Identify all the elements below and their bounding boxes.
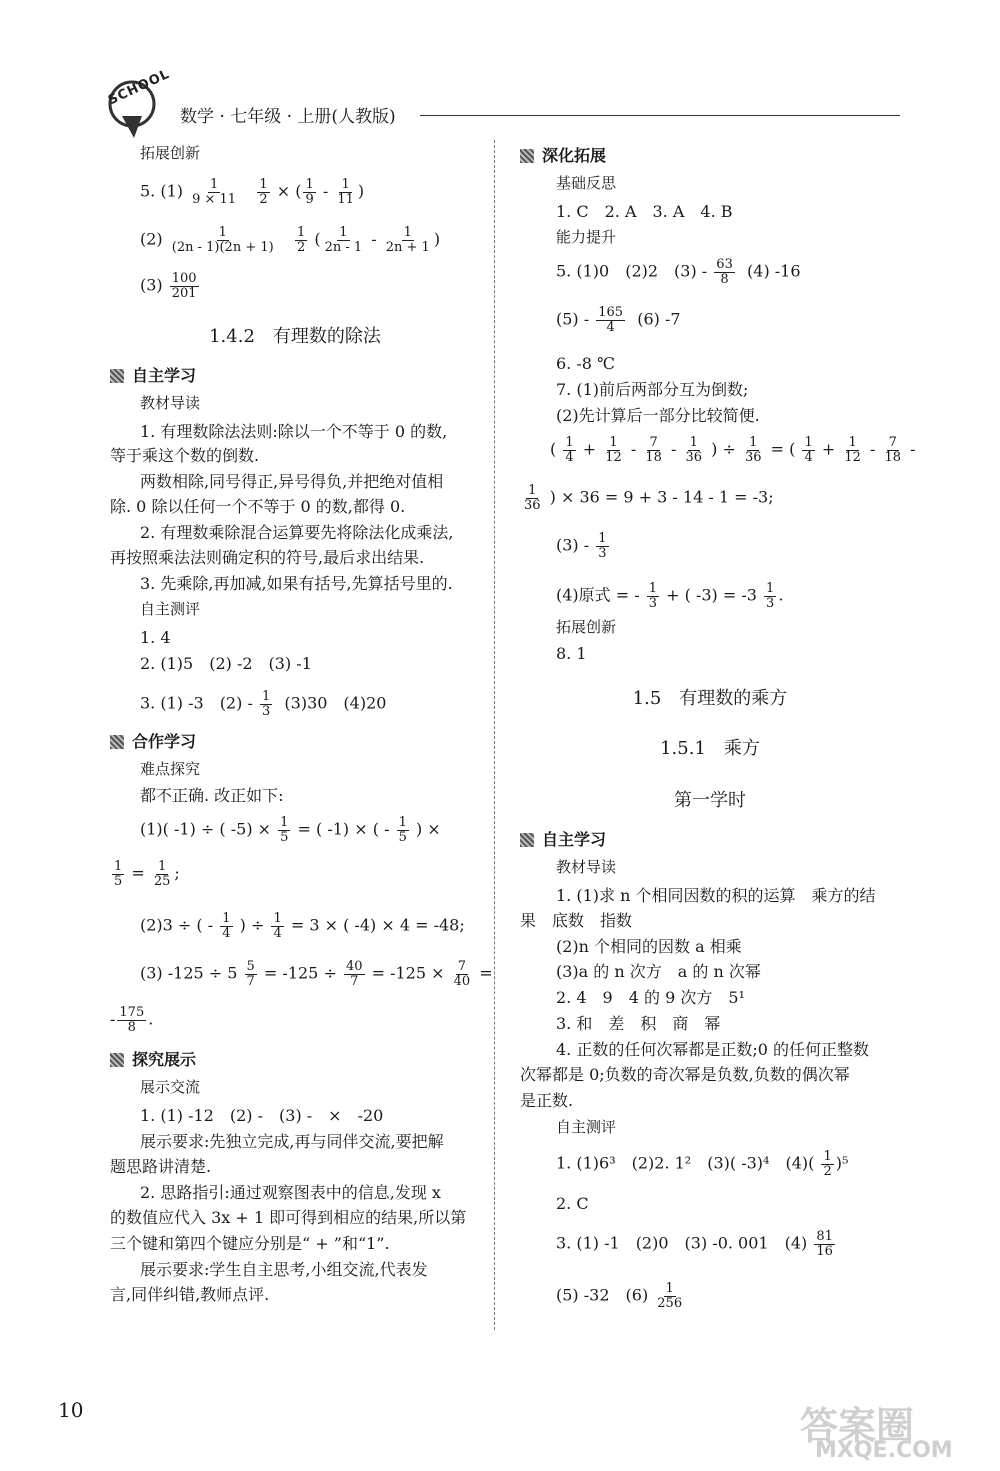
answer-line: 1. 4 bbox=[140, 628, 171, 647]
answer-line: 1. C 2. A 3. A 4. B bbox=[556, 202, 733, 221]
equation-7 bbox=[550, 436, 916, 464]
text-line: 1. 有理数除法法则:除以一个不等于 0 的数, bbox=[140, 422, 448, 441]
numerator: 1 bbox=[209, 177, 219, 192]
denominator: 3 bbox=[766, 595, 775, 611]
denominator: 12 bbox=[605, 449, 622, 465]
denominator: 40 bbox=[453, 973, 471, 989]
answer-line: 6. -8 ℃ bbox=[556, 354, 615, 373]
fraction bbox=[295, 226, 307, 254]
fraction bbox=[596, 306, 625, 334]
numerator: 40 bbox=[345, 959, 363, 974]
text: 3. (1) -1 (2)0 (3) -0. 001 (4) bbox=[556, 1233, 808, 1253]
text-line: 的数值应代入 3x + 1 即可得到相应的结果,所以第 bbox=[110, 1208, 467, 1227]
numerator: 7 bbox=[649, 435, 658, 450]
operator: + bbox=[582, 439, 597, 459]
numerator: 7 bbox=[457, 959, 467, 974]
numerator: 1 bbox=[528, 483, 537, 498]
fraction bbox=[190, 178, 238, 206]
operator: + bbox=[821, 439, 836, 459]
fraction bbox=[842, 436, 863, 464]
q-num: 5. (1) bbox=[140, 181, 184, 201]
subsection-label: 教材导读 bbox=[140, 394, 201, 412]
denominator: 36 bbox=[744, 449, 762, 465]
page-header bbox=[100, 66, 900, 152]
section-heading-zizhu-2 bbox=[520, 830, 606, 850]
text: (5) - bbox=[556, 309, 590, 329]
denominator: 11 bbox=[337, 191, 354, 207]
numerator: 1 bbox=[222, 911, 231, 926]
denominator: 36 bbox=[524, 497, 541, 513]
text-line: 言,同伴纠错,教师点评. bbox=[110, 1285, 270, 1304]
denominator: 4 bbox=[565, 449, 574, 465]
denominator: 256 bbox=[657, 1295, 683, 1311]
denominator: 2 bbox=[823, 1163, 832, 1179]
denominator: 8 bbox=[720, 271, 729, 287]
denominator: 2 bbox=[259, 191, 268, 207]
text-line: 题思路讲清楚. bbox=[110, 1157, 212, 1176]
numerator: 63 bbox=[716, 257, 733, 272]
subsection-label: 自主测评 bbox=[556, 1118, 617, 1136]
numerator: 1 bbox=[261, 689, 271, 704]
fraction bbox=[802, 436, 814, 464]
text: (3)30 (4)20 bbox=[284, 693, 387, 713]
subsection-label: 自主测评 bbox=[140, 600, 201, 618]
text: = ( bbox=[770, 439, 796, 459]
numerator: 1 bbox=[218, 225, 227, 240]
fraction bbox=[596, 532, 608, 560]
text: (4)原式 = - bbox=[556, 585, 640, 605]
denominator: 25 bbox=[153, 873, 171, 889]
answer-line bbox=[556, 1282, 686, 1310]
text-line: 3. 和 差 积 商 幂 bbox=[556, 1014, 721, 1033]
section-label: 拓展创新 bbox=[140, 144, 201, 162]
denominator: 201 bbox=[171, 285, 197, 301]
fraction bbox=[170, 272, 199, 300]
numerator: 100 bbox=[171, 271, 197, 286]
denominator: 2n - 1 bbox=[324, 239, 363, 255]
text-line: 2. 有理数乘除混合运算要先将除法化成乘法, bbox=[140, 523, 454, 542]
numerator: 1 bbox=[398, 815, 407, 830]
text: = bbox=[131, 863, 145, 883]
text: = -125 ÷ bbox=[263, 963, 337, 983]
page-number: 10 bbox=[58, 1398, 84, 1422]
denominator: 18 bbox=[645, 449, 662, 465]
operator: - bbox=[671, 439, 677, 459]
operator: - bbox=[869, 439, 876, 459]
text: + ( -3) = -3 bbox=[666, 585, 757, 605]
denominator: 3 bbox=[261, 703, 271, 719]
equation-3-cont bbox=[110, 1006, 153, 1034]
equation-1-cont bbox=[110, 860, 180, 888]
text: (3) - bbox=[556, 535, 590, 555]
numerator: 1 bbox=[804, 435, 813, 450]
text: . bbox=[148, 1009, 154, 1029]
subsection-label: 展示交流 bbox=[140, 1078, 201, 1096]
fraction bbox=[260, 690, 272, 718]
text-line: 7. (1)前后两部分互为倒数; bbox=[556, 380, 749, 399]
numerator: 1 bbox=[598, 531, 607, 546]
answer-line bbox=[556, 258, 801, 286]
text: = -125 × bbox=[371, 963, 445, 983]
denominator: (2n - 1)(2n + 1) bbox=[171, 239, 274, 255]
fraction bbox=[257, 178, 269, 206]
numerator: 1 bbox=[273, 911, 282, 926]
text: 3. (1) -3 (2) - bbox=[140, 693, 253, 713]
text: (2)3 ÷ ( - bbox=[140, 915, 214, 935]
answer-line: 1. (1) -12 (2) - (3) - × -20 bbox=[140, 1106, 384, 1125]
text: (4) -16 bbox=[747, 261, 801, 281]
fraction bbox=[684, 436, 705, 464]
answer-line bbox=[556, 1150, 848, 1178]
answer-line: 8. 1 bbox=[556, 644, 587, 663]
denominator: 4 bbox=[606, 319, 615, 335]
logo-text: SCHOOL bbox=[105, 66, 173, 109]
equation-2 bbox=[140, 912, 465, 940]
answer-5-2: (2) $\frac{1}{(2n - 1)(2n + 1)}$ $\frac{1}{2}$ ( $\frac{1}{2n - 1}$ - $\frac{1}{2n + 1}$ ) bbox=[140, 225, 441, 255]
subsection-label: 教材导读 bbox=[556, 858, 617, 876]
heading-text: 自主学习 bbox=[542, 830, 607, 849]
subsection-label: 难点探究 bbox=[140, 760, 201, 778]
denominator: 5 bbox=[280, 829, 289, 845]
numerator: 1 bbox=[665, 1281, 674, 1296]
operator: × bbox=[276, 181, 291, 201]
section-marker-icon bbox=[110, 369, 124, 383]
heading-text: 合作学习 bbox=[132, 732, 197, 751]
fraction bbox=[882, 436, 903, 464]
text-line: 展示要求:学生自主思考,小组交流,代表发 bbox=[140, 1260, 428, 1279]
denominator: 2n + 1 bbox=[385, 239, 430, 255]
numerator: 1 bbox=[339, 225, 348, 240]
school-logo-icon bbox=[100, 66, 173, 142]
numerator: 1 bbox=[341, 177, 350, 192]
numerator: 81 bbox=[816, 1229, 833, 1244]
denominator: 12 bbox=[844, 449, 861, 465]
text: 1. (1)6³ (2)2. 1² (3)( -3)⁴ (4)( bbox=[556, 1153, 815, 1173]
fraction bbox=[271, 912, 283, 940]
text: (6) -7 bbox=[637, 309, 681, 329]
denominator: 3 bbox=[648, 595, 658, 611]
text-line: 次幂都是 0;负数的奇次幂是负数,负数的偶次幂 bbox=[520, 1065, 850, 1084]
denominator: 9 bbox=[305, 191, 314, 207]
operator: - bbox=[910, 439, 916, 459]
numerator: 1 bbox=[305, 177, 314, 192]
text-line: 3. 先乘除,再加减,如果有括号,先算括号里的. bbox=[140, 574, 453, 593]
fraction bbox=[655, 1282, 684, 1310]
section-marker-icon bbox=[520, 149, 534, 163]
text-line: 1. (1)求 n 个相同因数的积的运算 乘方的结 bbox=[556, 886, 876, 905]
text: )⁵ bbox=[835, 1153, 849, 1173]
text-line: 展示要求:先独立完成,再与同伴交流,要把解 bbox=[140, 1132, 444, 1151]
numerator: 175 bbox=[119, 1005, 145, 1020]
answer-line bbox=[556, 582, 783, 610]
operator: - bbox=[630, 439, 637, 459]
numerator: 7 bbox=[888, 435, 897, 450]
section-title-1-4-2: 1.4.2 有理数的除法 bbox=[209, 326, 381, 347]
header-rule bbox=[420, 115, 900, 116]
fraction bbox=[152, 860, 173, 888]
denominator: 5 bbox=[114, 873, 123, 889]
denominator: 8 bbox=[127, 1019, 136, 1035]
fraction bbox=[814, 1230, 835, 1258]
section-marker-icon bbox=[110, 735, 124, 749]
answer-line: 2. (1)5 (2) -2 (3) -1 bbox=[140, 654, 312, 673]
fraction bbox=[743, 436, 764, 464]
section-title-1-5: 1.5 有理数的乘方 bbox=[632, 688, 788, 709]
text-line: 等于乘这个数的倒数. bbox=[110, 446, 260, 465]
text: (1)( -1) ÷ ( -5) × bbox=[140, 819, 272, 839]
fraction bbox=[647, 582, 659, 610]
running-title: 数学 · 七年级 · 上册(人教版) bbox=[180, 107, 396, 127]
section-heading-shenhua bbox=[520, 146, 606, 166]
text-line: (2)先计算后一部分比较简便. bbox=[556, 406, 760, 425]
text: (5) -32 (6) bbox=[556, 1285, 649, 1305]
equation-7-cont bbox=[520, 484, 774, 512]
fraction bbox=[764, 582, 776, 610]
denominator: 3 bbox=[598, 545, 607, 561]
text: ) ÷ bbox=[711, 439, 736, 459]
text: ) × 36 = 9 + 3 - 14 - 1 = -3; bbox=[549, 487, 774, 507]
fraction bbox=[220, 912, 232, 940]
fraction bbox=[821, 1150, 833, 1178]
watermark: 答案圈 bbox=[800, 1404, 915, 1448]
numerator: 1 bbox=[609, 435, 618, 450]
numerator: 1 bbox=[766, 581, 775, 596]
numerator: 1 bbox=[565, 435, 574, 450]
denominator: 7 bbox=[246, 973, 255, 989]
denominator: 16 bbox=[816, 1243, 833, 1259]
answer-line bbox=[556, 1230, 837, 1258]
fraction bbox=[335, 178, 356, 206]
fraction bbox=[563, 436, 575, 464]
q-num: (2) bbox=[140, 229, 163, 249]
numerator: 1 bbox=[403, 225, 412, 240]
column-divider bbox=[494, 140, 495, 1330]
numerator: 1 bbox=[259, 177, 268, 192]
fraction bbox=[384, 226, 432, 254]
text: ) × bbox=[415, 819, 441, 839]
text-line: 果 底数 指数 bbox=[520, 911, 633, 930]
denominator: 36 bbox=[685, 449, 703, 465]
fraction bbox=[112, 860, 124, 888]
fraction bbox=[323, 226, 365, 254]
numerator: 5 bbox=[246, 959, 255, 974]
answer-line: 2. C bbox=[556, 1194, 589, 1213]
fraction bbox=[397, 816, 409, 844]
numerator: 1 bbox=[823, 1149, 832, 1164]
denominator: 5 bbox=[398, 829, 407, 845]
answer-line bbox=[556, 306, 681, 334]
text: ( bbox=[550, 439, 557, 459]
text-line: 除. 0 除以任何一个不等于 0 的数,都得 0. bbox=[110, 497, 406, 516]
denominator: 9 × 11 bbox=[192, 191, 237, 207]
section-marker-icon bbox=[520, 833, 534, 847]
text-line: 两数相除,同号得正,异号得负,并把绝对值相 bbox=[140, 472, 444, 491]
operator: - bbox=[322, 181, 329, 201]
section-title-1-5-1: 1.5.1 乘方 bbox=[660, 738, 760, 759]
fraction bbox=[643, 436, 664, 464]
denominator: 18 bbox=[884, 449, 901, 465]
text: = 3 × ( -4) × 4 = -48; bbox=[290, 915, 465, 935]
numerator: 1 bbox=[280, 815, 289, 830]
fraction bbox=[278, 816, 290, 844]
numerator: 1 bbox=[749, 435, 758, 450]
text-line: 4. 正数的任何次幂都是正数;0 的任何正整数 bbox=[556, 1040, 870, 1059]
text-line: 三个键和第四个键应分别是“ + ”和“1”. bbox=[110, 1234, 390, 1253]
section-heading-tanjiu bbox=[110, 1050, 196, 1070]
text: ) ÷ bbox=[239, 915, 265, 935]
equation-1 bbox=[140, 816, 441, 844]
fraction bbox=[117, 1006, 146, 1034]
text: . bbox=[778, 585, 784, 605]
text: = ( -1) × ( - bbox=[297, 819, 390, 839]
answer-5-3 bbox=[140, 272, 201, 300]
section-marker-icon bbox=[110, 1053, 124, 1067]
watermark-url: MXQE.COM bbox=[815, 1438, 953, 1463]
heading-text: 探究展示 bbox=[132, 1050, 197, 1069]
text-line: 2. 思路指引:通过观察图表中的信息,发现 x bbox=[140, 1183, 441, 1202]
fraction bbox=[303, 178, 315, 206]
text: 5. (1)0 (2)2 (3) - bbox=[556, 261, 708, 281]
fraction bbox=[344, 960, 365, 988]
denominator: 2 bbox=[296, 239, 306, 255]
denominator: 4 bbox=[222, 925, 231, 941]
text: - bbox=[110, 1009, 116, 1029]
lesson-title: 第一学时 bbox=[674, 790, 746, 811]
denominator: 7 bbox=[350, 973, 359, 989]
equation-3 bbox=[140, 960, 493, 988]
text-line: (2)n 个相同的因数 a 相乘 bbox=[556, 937, 742, 956]
q-num: (3) bbox=[140, 275, 163, 295]
answer-line bbox=[140, 690, 386, 718]
answer-line bbox=[556, 532, 611, 560]
section-heading-zizhu bbox=[110, 366, 196, 386]
fraction bbox=[522, 484, 543, 512]
numerator: 1 bbox=[296, 225, 306, 240]
text-line: 是正数. bbox=[520, 1091, 574, 1110]
numerator: 1 bbox=[158, 859, 167, 874]
subsection-label: 基础反思 bbox=[556, 174, 617, 192]
numerator: 165 bbox=[598, 305, 624, 320]
fraction bbox=[452, 960, 473, 988]
numerator: 1 bbox=[648, 581, 658, 596]
text-line: 再按照乘法法则确定积的符号,最后求出结果. bbox=[110, 548, 425, 567]
numerator: 1 bbox=[848, 435, 857, 450]
heading-text: 自主学习 bbox=[132, 366, 197, 385]
operator: - bbox=[371, 229, 377, 249]
section-heading-hezuo bbox=[110, 732, 196, 752]
text-line: 2. 4 9 4 的 9 次方 5¹ bbox=[556, 988, 745, 1007]
denominator: 4 bbox=[804, 449, 813, 465]
text-line: (3)a 的 n 次方 a 的 n 次幂 bbox=[556, 962, 761, 981]
numerator: 1 bbox=[689, 435, 698, 450]
denominator: 4 bbox=[273, 925, 282, 941]
text-line: 都不正确. 改正如下: bbox=[140, 786, 284, 805]
fraction bbox=[170, 226, 276, 254]
subsection-label: 拓展创新 bbox=[556, 618, 617, 636]
answer-5-1: 5. (1) $\frac{1}{9 \times 11}$ $\frac{1}{2}$ × ( $\frac{1}{9}$ - $\frac{1}{11}$ ) bbox=[140, 177, 365, 207]
text: = bbox=[479, 963, 493, 983]
heading-text: 深化拓展 bbox=[542, 146, 607, 165]
fraction bbox=[714, 258, 735, 286]
fraction bbox=[245, 960, 257, 988]
subsection-label: 能力提升 bbox=[556, 228, 617, 246]
numerator: 1 bbox=[114, 859, 123, 874]
text: ; bbox=[174, 863, 180, 883]
text: (3) -125 ÷ 5 bbox=[140, 963, 238, 983]
fraction bbox=[603, 436, 624, 464]
